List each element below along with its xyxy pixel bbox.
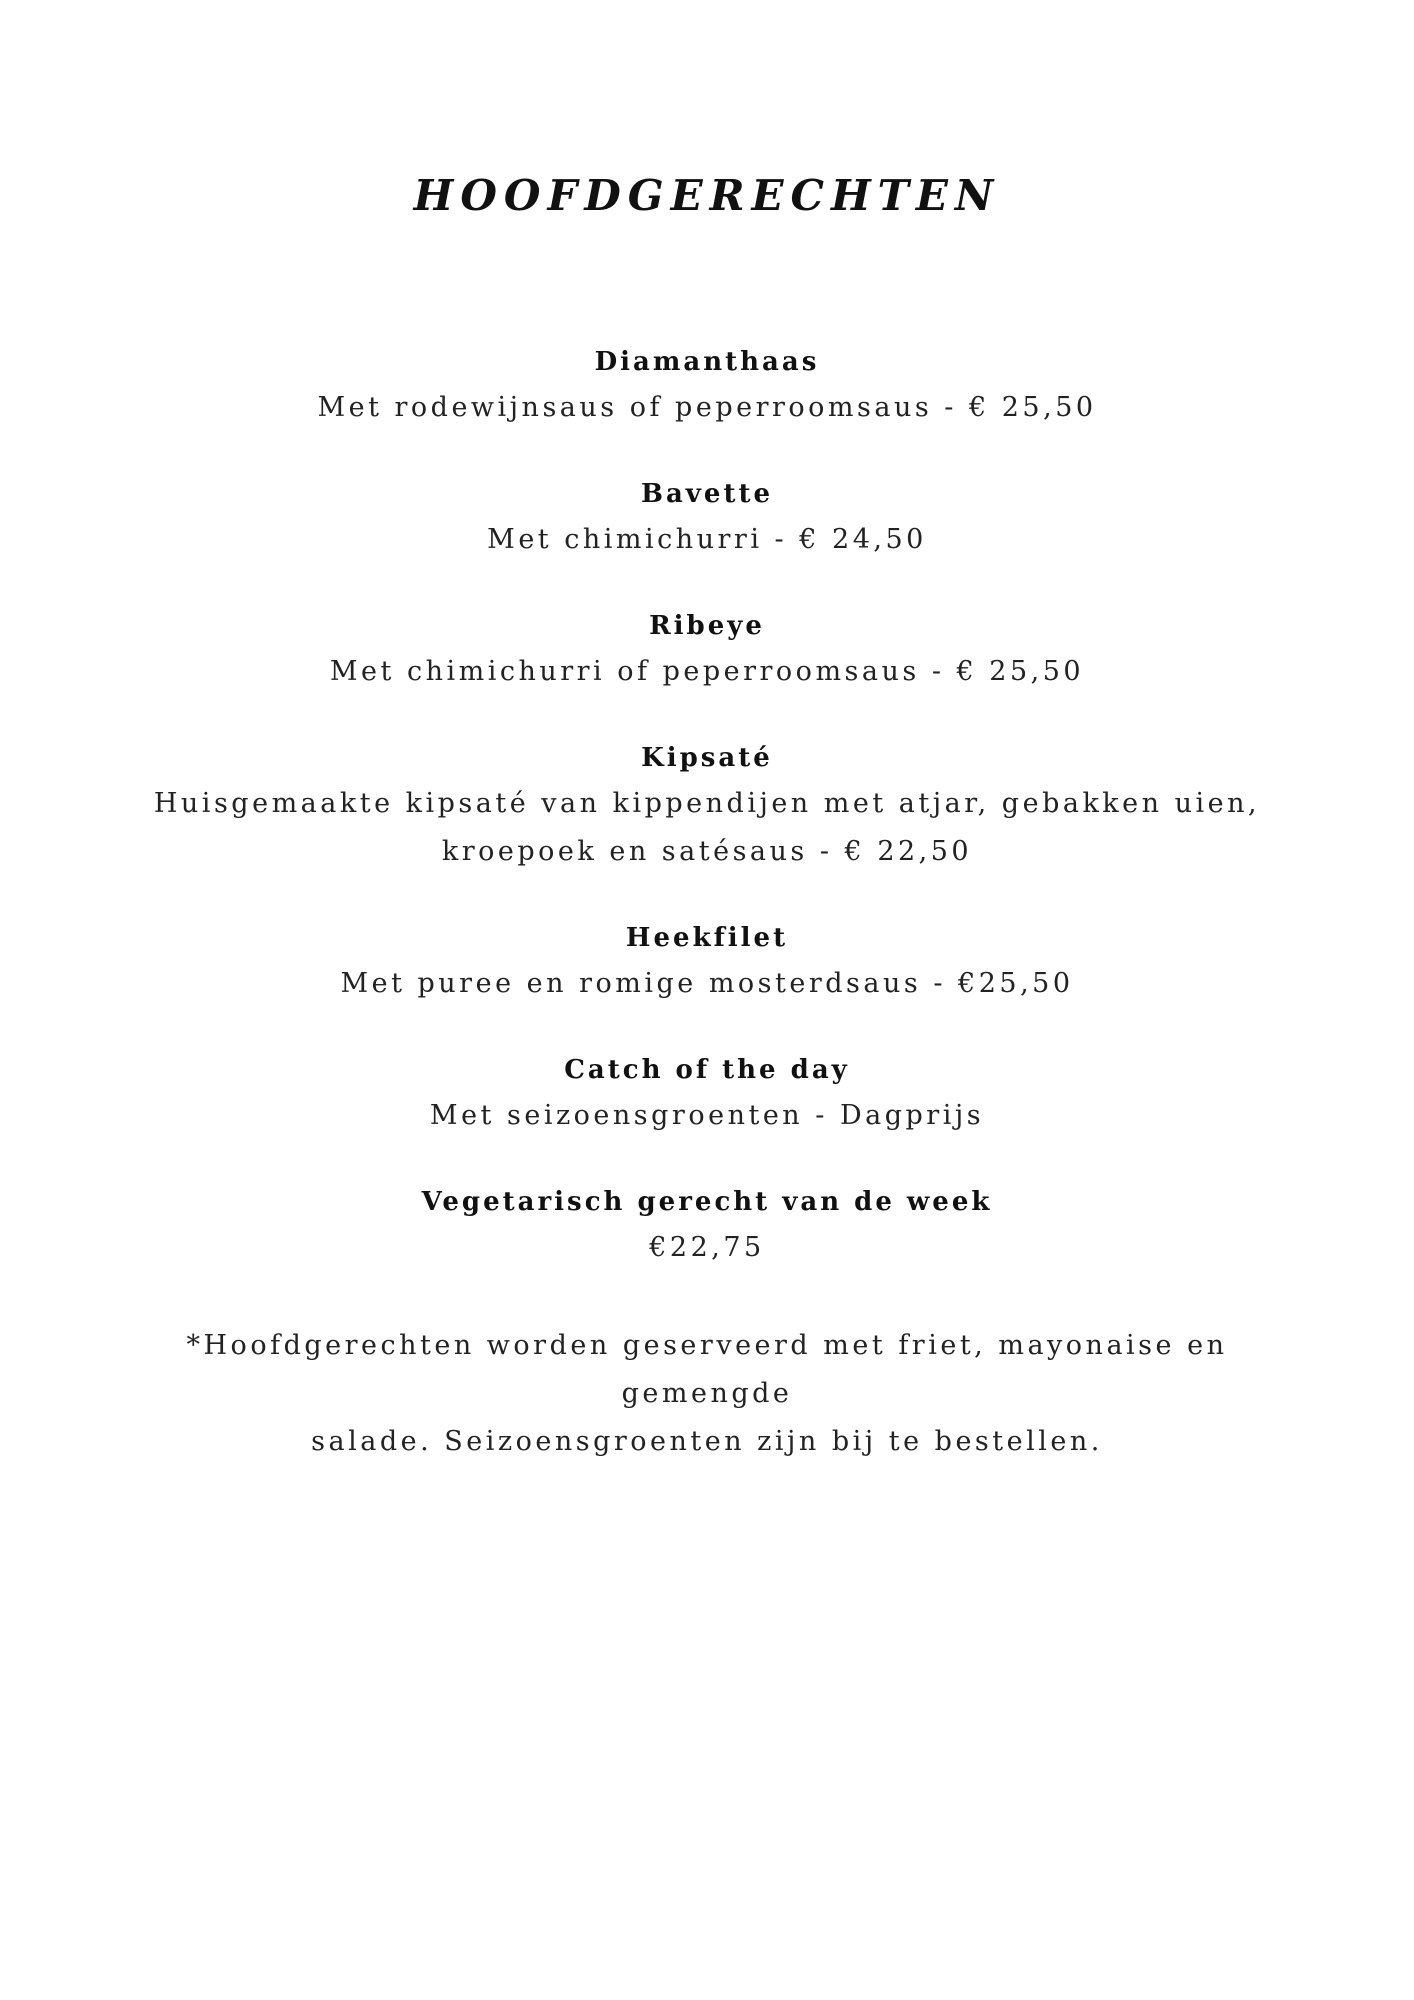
footnote bbox=[120, 1322, 1294, 1466]
dish-item-vegetarisch bbox=[120, 1180, 1294, 1272]
dish-description bbox=[120, 960, 1294, 1008]
dish-description-line: Met seizoensgroenten - Dagprijs bbox=[429, 1100, 985, 1131]
dish-name: Diamanthaas bbox=[594, 347, 820, 377]
dish-description-line: Met puree en romige mosterdsaus - €25,50 bbox=[340, 968, 1074, 999]
dish-name: Ribeye bbox=[649, 611, 765, 641]
page-title: HOOFDGERECHTEN bbox=[413, 171, 1001, 220]
dish-item-ribeye bbox=[120, 604, 1294, 696]
dish-description bbox=[120, 780, 1294, 876]
dish-description-line: Met chimichurri of peperroomsaus - € 25,50 bbox=[329, 656, 1085, 687]
dish-description-line: €22,75 bbox=[649, 1232, 765, 1263]
dish-name: Heekfilet bbox=[625, 923, 789, 953]
dish-description bbox=[120, 516, 1294, 564]
dish-item-kipsate bbox=[120, 736, 1294, 876]
dish-description bbox=[120, 384, 1294, 432]
dish-item-bavette bbox=[120, 472, 1294, 564]
dish-description-line: Met rodewijnsaus of peperroomsaus - € 25,50 bbox=[317, 392, 1097, 423]
dish-item-heekfilet bbox=[120, 916, 1294, 1008]
dish-name: Catch of the day bbox=[564, 1055, 850, 1085]
dish-item-diamanthaas bbox=[120, 340, 1294, 432]
footnote-line: salade. Seizoensgroenten zijn bij te bestellen. bbox=[311, 1426, 1103, 1457]
footnote-line: *Hoofdgerechten worden geserveerd met friet, mayonaise en gemengde bbox=[186, 1330, 1228, 1409]
dish-list bbox=[120, 340, 1294, 1466]
dish-description bbox=[120, 1092, 1294, 1140]
dish-name: Bavette bbox=[640, 479, 774, 509]
dish-name: Vegetarisch gerecht van de week bbox=[421, 1187, 993, 1217]
dish-description-line: Huisgemaakte kipsaté van kippendijen met atjar, gebakken uien, bbox=[153, 788, 1261, 819]
dish-item-catch-of-the-day bbox=[120, 1048, 1294, 1140]
dish-description bbox=[120, 1224, 1294, 1272]
dish-description-line: kroepoek en satésaus - € 22,50 bbox=[441, 836, 973, 867]
dish-name: Kipsaté bbox=[641, 743, 773, 773]
dish-description bbox=[120, 648, 1294, 696]
dish-description-line: Met chimichurri - € 24,50 bbox=[487, 524, 927, 555]
